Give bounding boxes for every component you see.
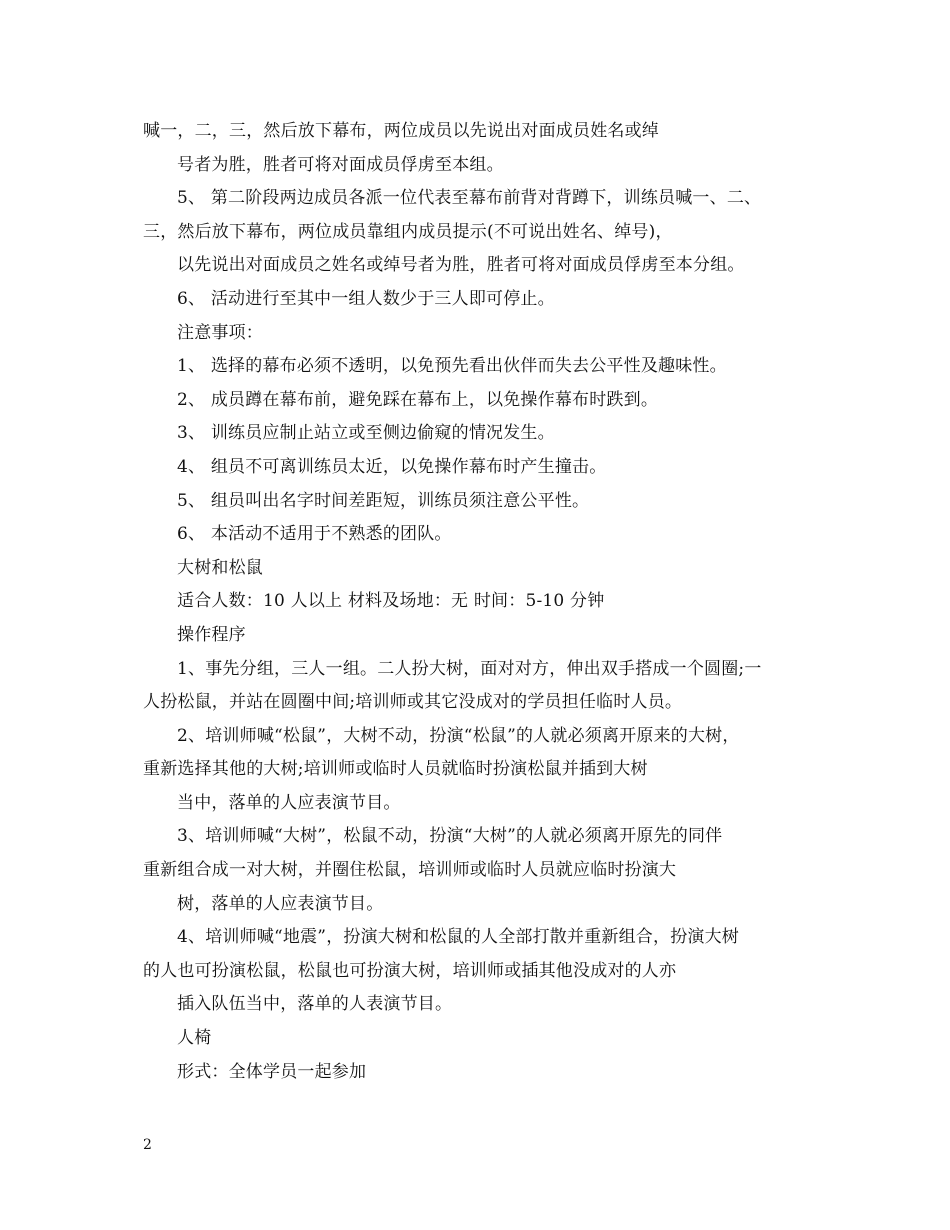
text-line: 2、 成员蹲在幕布前，避免踩在幕布上，以免操作幕布时跌到。: [177, 389, 659, 410]
text-line: 4、 组员不可离训练员太近，以免操作幕布时产生撞击。: [177, 456, 607, 477]
text-line: 以先说出对面成员之姓名或绰号者为胜，胜者可将对面成员俘虏至本分组。: [177, 255, 745, 276]
text-line: 1、 选择的幕布必须不透明，以免预先看出伙伴而失去公平性及趣味性。: [177, 356, 727, 377]
text-line: 形式：全体学员一起参加: [177, 1061, 367, 1082]
text-line: 重新选择其他的大树;培训师或临时人员就临时扮演松鼠并插到大树: [143, 759, 648, 780]
text-line: 大树和松鼠: [177, 557, 263, 578]
text-line: 3、培训师喊“大树”，松鼠不动，扮演“大树”的人就必须离开原先的同伴: [177, 826, 723, 847]
text-line: 注意事项：: [177, 322, 263, 343]
text-line: 2、培训师喊“松鼠”，大树不动，扮演“松鼠”的人就必须离开原来的大树，: [177, 725, 740, 746]
text-line: 3、 训练员应制止站立或至侧边偷窥的情况发生。: [177, 423, 555, 444]
text-line: 三，然后放下幕布，两位成员靠组内成员提示(不可说出姓名、绰号)，: [143, 221, 673, 242]
text-line: 重新组合成一对大树，并圈住松鼠，培训师或临时人员就应临时扮演大: [143, 860, 677, 881]
text-line: 适合人数：10 人以上 材料及场地：无 时间：5-10 分钟: [177, 591, 605, 612]
document-body: [0, 115, 950, 1089]
text-line: 5、 第二阶段两边成员各派一位代表至幕布前背对背蹲下，训练员喊一、二、: [177, 188, 762, 209]
text-line: 4、培训师喊“地震”，扮演大树和松鼠的人全部打散并重新组合，扮演大树: [177, 927, 739, 948]
text-line: 6、 本活动不适用于不熟悉的团队。: [177, 524, 452, 545]
text-line: 6、 活动进行至其中一组人数少于三人即可停止。: [177, 288, 555, 309]
text-line: 喊一，二，三，然后放下幕布，两位成员以先说出对面成员姓名或绰: [143, 121, 659, 141]
text-line: 操作程序: [177, 624, 246, 645]
text-line: 1、事先分组，三人一组。二人扮大树，面对对方，伸出双手搭成一个圆圈;一: [177, 658, 762, 679]
text-line: 树，落单的人应表演节目。: [177, 893, 384, 914]
page-number: 2: [143, 1137, 152, 1153]
text-line: 插入队伍当中，落单的人表演节目。: [177, 994, 453, 1015]
text-line: 人扮松鼠，并站在圆圈中间;培训师或其它没成对的学员担任临时人员。: [143, 692, 683, 713]
text-line: 号者为胜，胜者可将对面成员俘虏至本组。: [177, 154, 504, 175]
text-line: 当中，落单的人应表演节目。: [177, 792, 401, 813]
text-line: 5、 组员叫出名字时间差距短，训练员须注意公平性。: [177, 490, 590, 511]
text-line: 的人也可扮演松鼠，松鼠也可扮演大树，培训师或插其他没成对的人亦: [143, 960, 677, 981]
text-line: 人椅: [177, 1028, 212, 1049]
